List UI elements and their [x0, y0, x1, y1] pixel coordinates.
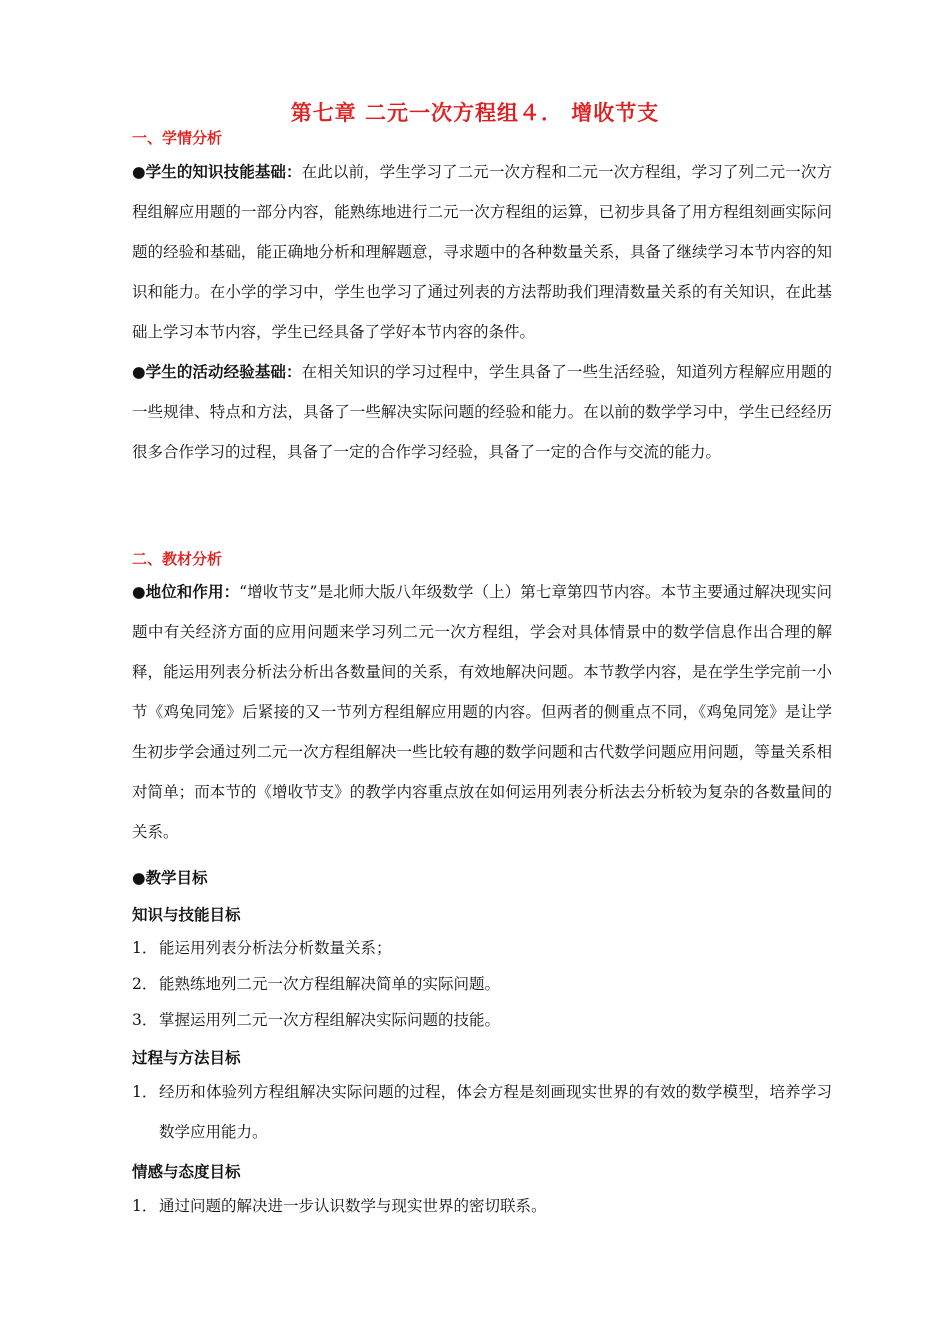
paragraph-label: ●地位和作用： [132, 582, 240, 601]
paragraph-knowledge-skills [132, 152, 832, 352]
list-item-number: 1． [132, 1197, 158, 1215]
knowledge-skills-heading: 知识与技能目标 [132, 905, 241, 924]
list-item-text: 通过问题的解决进一步认识数学与现实世界的密切联系。 [159, 1197, 547, 1215]
paragraph-label: ●学生的活动经验基础： [132, 362, 302, 381]
section-heading-textbook-analysis: 二、教材分析 [132, 550, 223, 568]
paragraph-label: ●学生的知识技能基础： [132, 162, 302, 181]
section-heading-learner-analysis: 一、学情分析 [132, 129, 223, 147]
list-item [132, 1000, 832, 1040]
process-method-heading: 过程与方法目标 [132, 1048, 241, 1067]
list-item-text: 能运用列表分析法分析数量关系； [159, 939, 392, 957]
paragraph-activity-experience [132, 352, 832, 472]
list-item [132, 964, 832, 1004]
list-item [132, 928, 832, 968]
list-item-number: 3． [132, 1011, 158, 1029]
list-item-text: 能熟练地列二元一次方程组解决简单的实际问题。 [159, 975, 501, 993]
list-item-number: 2． [132, 975, 158, 993]
paragraph-text: 在相关知识的学习过程中，学生具备了一些生活经验，知道列方程解应用题的一些规律、特点和方法，具备了一些解决实际问题的经验和能力。在以前的数学学习中，学生已经经历很多合作学习的过程，具备了一定的合作学习经验，具备了一定的合作与交流的能力。 [132, 363, 832, 461]
page-title: 第七章 二元一次方程组４． 增收节支 [290, 100, 660, 125]
list-item-number: 1． [132, 939, 158, 957]
list-item-text: 掌握运用列二元一次方程组解决实际问题的技能。 [159, 1011, 501, 1029]
list-item [132, 1072, 832, 1152]
paragraph-text: “增收节支”是北师大版八年级数学（上）第七章第四节内容。本节主要通过解决现实问题中有关经济方面的应用问题来学习列二元一次方程组，学会对具体情景中的数学信息作出合理的解释，能运用列表分析法分析出各数量间的关系，有效地解决问题。本节教学内容，是在学生学完前一小节《鸡兔同笼》后紧接的又一节列方程组解应用题的内容。但两者的侧重点不同，《鸡兔同笼》是让学生初步学会通过列二元一次方程组解决一些比较有趣的数学问题和古代数学问题应用问题，等量关系相对简单；而本节的《增收节支》的教学内容重点放在如何运用列表分析法去分析较为复杂的各数量间的关系。 [132, 583, 832, 841]
paragraph-text: 在此以前，学生学习了二元一次方程和二元一次方程组，学习了列二元一次方程组解应用题的一部分内容，能熟练地进行二元一次方程组的运算，已初步具备了用方程组刻画实际问题的经验和基础，能正确地分析和理解题意，寻求题中的各种数量关系，具备了继续学习本节内容的知识和能力。在小学的学习中，学生也学习了通过列表的方法帮助我们理清数量关系的有关知识，在此基础上学习本节内容，学生已经具备了学好本节内容的条件。 [132, 163, 832, 341]
teaching-goals-label: ●教学目标 [132, 868, 208, 887]
list-item-number: 1． [132, 1083, 158, 1101]
emotion-attitude-heading: 情感与态度目标 [132, 1162, 241, 1181]
paragraph-position-role [132, 572, 832, 852]
list-item-text: 经历和体验列方程组解决实际问题的过程，体会方程是刻画现实世界的有效的数学模型，培养学习数学应用能力。 [159, 1083, 832, 1141]
list-item [132, 1186, 832, 1226]
